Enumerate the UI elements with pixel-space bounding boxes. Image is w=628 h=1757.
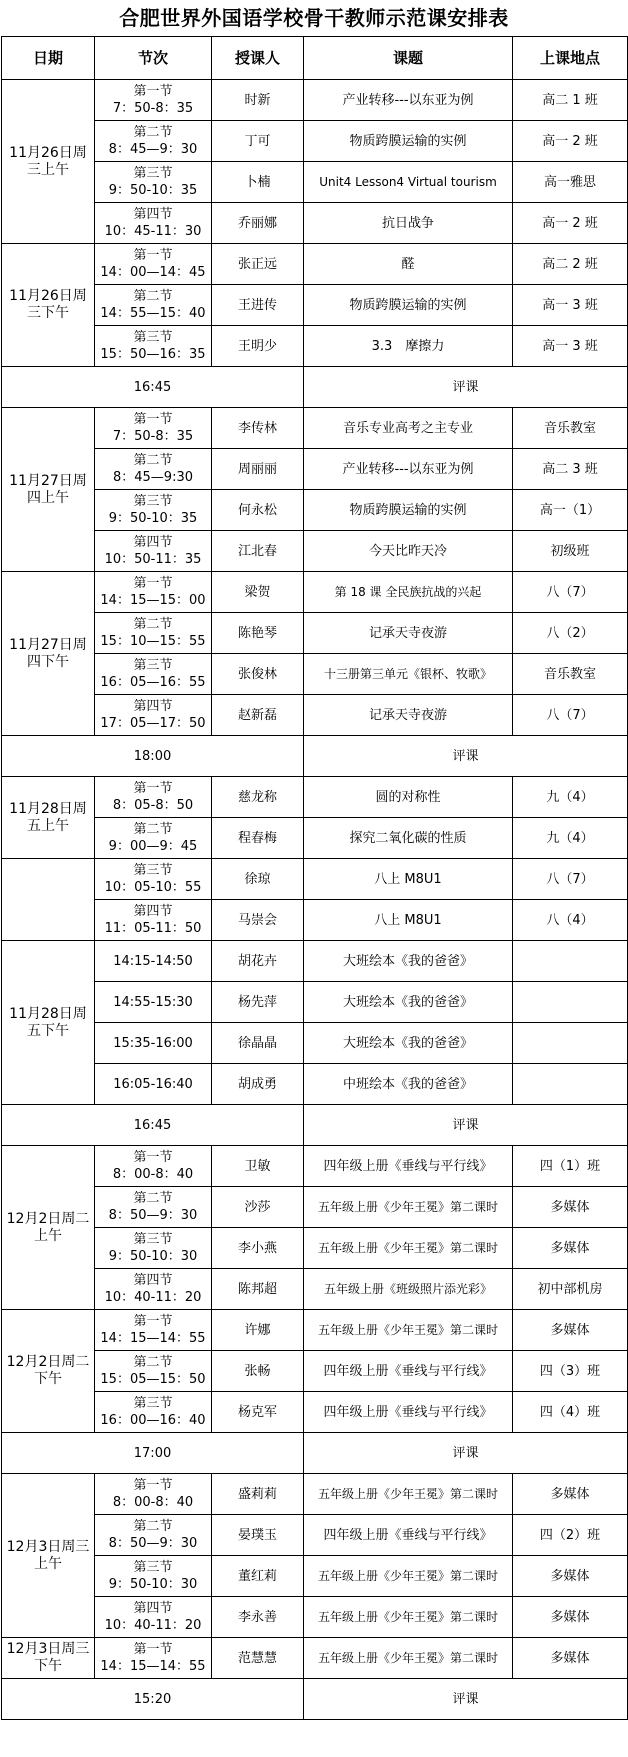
period-time: 10：50-11：35 <box>104 552 202 567</box>
period-time: 9：00—9：45 <box>108 839 198 854</box>
place-cell: 多媒体 <box>513 1310 628 1351</box>
place-cell: 四（2）班 <box>513 1515 628 1556</box>
table-row <box>2 859 628 900</box>
place-cell: 音乐教室 <box>513 408 628 449</box>
place-cell: 音乐教室 <box>513 654 628 695</box>
teacher-cell: 晏璞玉 <box>212 1515 304 1556</box>
date-cell: 12月3日周三上午 <box>2 1474 95 1638</box>
place-cell: 八（7） <box>513 695 628 736</box>
period-time: 15：05—15：50 <box>100 1372 206 1387</box>
period-label: 第二节 <box>133 822 173 837</box>
teacher-cell: 张畅 <box>212 1351 304 1392</box>
topic-cell: 四年级上册《垂线与平行线》 <box>304 1351 513 1392</box>
place-cell: 高一 2 班 <box>513 121 628 162</box>
period-label: 第四节 <box>133 535 173 550</box>
period-label: 第二节 <box>133 453 173 468</box>
period-time: 10：45-11：30 <box>104 224 202 239</box>
topic-cell: Unit4 Lesson4 Virtual tourism <box>304 162 513 203</box>
teacher-cell: 丁可 <box>212 121 304 162</box>
period-cell <box>95 1515 212 1556</box>
period-label: 第二节 <box>133 125 173 140</box>
period-time: 14：00—14：45 <box>100 265 206 280</box>
teacher-cell: 董红莉 <box>212 1556 304 1597</box>
review-time: 16:45 <box>2 367 304 408</box>
period-label: 第一节 <box>133 781 173 796</box>
teacher-cell: 王明少 <box>212 326 304 367</box>
period-label: 第三节 <box>133 863 173 878</box>
review-time: 17:00 <box>2 1433 304 1474</box>
period-time: 7：50-8：35 <box>112 429 194 444</box>
period-time: 14：15—14：55 <box>100 1331 206 1346</box>
table-row <box>2 1269 628 1310</box>
place-cell <box>513 941 628 982</box>
period-time: 10：40-11：20 <box>104 1290 202 1305</box>
period-time: 14:55-15:30 <box>113 994 193 1010</box>
period-time: 14:15-14:50 <box>113 953 193 969</box>
period-cell <box>95 1228 212 1269</box>
period-time: 11：05-11：50 <box>104 921 202 936</box>
teacher-cell: 盛莉莉 <box>212 1474 304 1515</box>
table-row <box>2 285 628 326</box>
period-time: 14：15—15：00 <box>100 593 206 608</box>
teacher-cell: 陈艳琴 <box>212 613 304 654</box>
topic-cell: 五年级上册《少年王冕》第二课时 <box>304 1187 513 1228</box>
period-time: 14：15—14：55 <box>100 1659 206 1674</box>
period-label: 第四节 <box>133 1273 173 1288</box>
table-row <box>2 1556 628 1597</box>
table-row <box>2 1064 628 1105</box>
period-time: 9：50-10：35 <box>108 183 198 198</box>
period-label: 第四节 <box>133 207 173 222</box>
teacher-cell: 胡成勇 <box>212 1064 304 1105</box>
date-cell: 11月26日周三下午 <box>2 244 95 367</box>
review-label: 评课 <box>304 1433 628 1474</box>
teacher-cell: 李小燕 <box>212 1228 304 1269</box>
topic-cell: 圆的对称性 <box>304 777 513 818</box>
topic-cell: 五年级上册《班级照片添光彩》 <box>304 1269 513 1310</box>
table-row <box>2 121 628 162</box>
period-cell <box>95 941 212 982</box>
header-teacher: 授课人 <box>212 37 304 80</box>
period-cell <box>95 285 212 326</box>
table-row <box>2 1392 628 1433</box>
topic-cell: 五年级上册《少年王冕》第二课时 <box>304 1556 513 1597</box>
period-time: 8：45—9：30 <box>108 142 198 157</box>
period-cell <box>95 1187 212 1228</box>
teacher-cell: 王进传 <box>212 285 304 326</box>
period-label: 第三节 <box>133 494 173 509</box>
period-time: 8：50—9：30 <box>108 1536 198 1551</box>
place-cell: 高二 1 班 <box>513 80 628 121</box>
period-time: 9：50-10：30 <box>108 1249 198 1264</box>
period-label: 第一节 <box>133 1642 173 1657</box>
place-cell: 四（1）班 <box>513 1146 628 1187</box>
period-cell <box>95 1392 212 1433</box>
period-cell <box>95 326 212 367</box>
topic-cell: 五年级上册《少年王冕》第二课时 <box>304 1228 513 1269</box>
table-row <box>2 613 628 654</box>
table-row <box>2 162 628 203</box>
teacher-cell: 杨克军 <box>212 1392 304 1433</box>
period-time: 15:35-16:00 <box>113 1035 193 1051</box>
header-period: 节次 <box>95 37 212 80</box>
period-cell <box>95 572 212 613</box>
place-cell: 九（4） <box>513 777 628 818</box>
period-time: 8：00-8：40 <box>112 1495 194 1510</box>
table-row <box>2 941 628 982</box>
topic-cell: 探究二氧化碳的性质 <box>304 818 513 859</box>
period-cell <box>95 654 212 695</box>
period-time: 15：50—16：35 <box>100 347 206 362</box>
period-time: 17：05—17：50 <box>100 716 206 731</box>
teacher-cell: 张俊林 <box>212 654 304 695</box>
period-label: 第三节 <box>133 658 173 673</box>
period-cell <box>95 613 212 654</box>
period-cell <box>95 449 212 490</box>
period-time: 16：05—16：55 <box>100 675 206 690</box>
header-place: 上课地点 <box>513 37 628 80</box>
period-label: 第三节 <box>133 1560 173 1575</box>
place-cell: 四（4）班 <box>513 1392 628 1433</box>
place-cell: 多媒体 <box>513 1638 628 1679</box>
period-label: 第三节 <box>133 1232 173 1247</box>
topic-cell: 醛 <box>304 244 513 285</box>
period-time: 16：00—16：40 <box>100 1413 206 1428</box>
place-cell: 多媒体 <box>513 1597 628 1638</box>
period-label: 第三节 <box>133 166 173 181</box>
table-row <box>2 1638 628 1679</box>
topic-cell: 四年级上册《垂线与平行线》 <box>304 1146 513 1187</box>
period-time: 10：40-11：20 <box>104 1618 202 1633</box>
period-cell <box>95 1064 212 1105</box>
place-cell: 多媒体 <box>513 1556 628 1597</box>
review-row <box>2 1433 628 1474</box>
teacher-cell: 马崇会 <box>212 900 304 941</box>
place-cell: 高一 2 班 <box>513 203 628 244</box>
teacher-cell: 江北春 <box>212 531 304 572</box>
topic-cell: 物质跨膜运输的实例 <box>304 285 513 326</box>
period-time: 7：50-8：35 <box>112 101 194 116</box>
table-row <box>2 244 628 285</box>
table-row <box>2 1146 628 1187</box>
period-cell <box>95 695 212 736</box>
topic-cell: 四年级上册《垂线与平行线》 <box>304 1392 513 1433</box>
topic-cell: 大班绘本《我的爸爸》 <box>304 1023 513 1064</box>
place-cell: 八（7） <box>513 572 628 613</box>
review-label: 评课 <box>304 367 628 408</box>
period-label: 第二节 <box>133 1191 173 1206</box>
teacher-cell: 乔丽娜 <box>212 203 304 244</box>
schedule-table <box>1 36 628 1720</box>
place-cell <box>513 1064 628 1105</box>
period-label: 第二节 <box>133 1355 173 1370</box>
review-row <box>2 1679 628 1720</box>
table-row <box>2 1228 628 1269</box>
period-cell <box>95 1351 212 1392</box>
teacher-cell: 卫敏 <box>212 1146 304 1187</box>
table-row <box>2 1351 628 1392</box>
place-cell: 八（4） <box>513 900 628 941</box>
period-label: 第二节 <box>133 617 173 632</box>
table-row <box>2 900 628 941</box>
date-cell: 11月27日周四下午 <box>2 572 95 736</box>
period-cell <box>95 244 212 285</box>
period-cell <box>95 1556 212 1597</box>
period-time: 10：05-10：55 <box>104 880 202 895</box>
topic-cell: 五年级上册《少年王冕》第二课时 <box>304 1474 513 1515</box>
place-cell: 高二 3 班 <box>513 449 628 490</box>
table-row <box>2 531 628 572</box>
review-label: 评课 <box>304 736 628 777</box>
teacher-cell: 赵新磊 <box>212 695 304 736</box>
period-time: 9：50-10：30 <box>108 1577 198 1592</box>
review-label: 评课 <box>304 1105 628 1146</box>
topic-cell: 产业转移---以东亚为例 <box>304 449 513 490</box>
place-cell: 高一 3 班 <box>513 285 628 326</box>
teacher-cell: 周丽丽 <box>212 449 304 490</box>
period-cell <box>95 777 212 818</box>
period-time: 8：05-8：50 <box>112 798 194 813</box>
topic-cell: 物质跨膜运输的实例 <box>304 121 513 162</box>
table-row <box>2 1474 628 1515</box>
place-cell: 四（3）班 <box>513 1351 628 1392</box>
table-row <box>2 572 628 613</box>
period-time: 8：50—9：30 <box>108 1208 198 1223</box>
period-cell <box>95 531 212 572</box>
topic-cell: 大班绘本《我的爸爸》 <box>304 941 513 982</box>
period-time: 8：45—9:30 <box>112 470 193 485</box>
place-cell <box>513 982 628 1023</box>
teacher-cell: 程春梅 <box>212 818 304 859</box>
period-cell <box>95 490 212 531</box>
period-label: 第一节 <box>133 1478 173 1493</box>
header-row <box>2 37 628 80</box>
place-cell: 初中部机房 <box>513 1269 628 1310</box>
period-cell <box>95 408 212 449</box>
place-cell: 多媒体 <box>513 1187 628 1228</box>
date-cell: 12月3日周三下午 <box>2 1638 95 1679</box>
period-label: 第一节 <box>133 1150 173 1165</box>
period-time: 9：50-10：35 <box>108 511 198 526</box>
teacher-cell: 梁贺 <box>212 572 304 613</box>
topic-cell: 记承天寺夜游 <box>304 695 513 736</box>
date-cell: 11月28日周五下午 <box>2 941 95 1105</box>
topic-cell: 音乐专业高考之主专业 <box>304 408 513 449</box>
page-title: 合肥世界外国语学校骨干教师示范课安排表 <box>119 6 509 30</box>
period-cell <box>95 162 212 203</box>
place-cell: 多媒体 <box>513 1228 628 1269</box>
review-row <box>2 1105 628 1146</box>
header-date: 日期 <box>2 37 95 80</box>
teacher-cell: 范慧慧 <box>212 1638 304 1679</box>
period-cell <box>95 1638 212 1679</box>
period-cell <box>95 1269 212 1310</box>
review-time: 16:45 <box>2 1105 304 1146</box>
period-cell <box>95 1310 212 1351</box>
topic-cell: 五年级上册《少年王冕》第二课时 <box>304 1638 513 1679</box>
table-row <box>2 1515 628 1556</box>
period-cell <box>95 859 212 900</box>
period-label: 第二节 <box>133 1519 173 1534</box>
topic-cell: 第 18 课 全民族抗战的兴起 <box>304 572 513 613</box>
review-time: 15:20 <box>2 1679 304 1720</box>
period-cell <box>95 982 212 1023</box>
date-cell <box>2 859 95 941</box>
period-label: 第四节 <box>133 904 173 919</box>
teacher-cell: 沙莎 <box>212 1187 304 1228</box>
schedule-body <box>2 80 628 1720</box>
header-topic: 课题 <box>304 37 513 80</box>
teacher-cell: 徐琼 <box>212 859 304 900</box>
period-time: 16:05-16:40 <box>113 1076 193 1092</box>
place-cell: 高一雅思 <box>513 162 628 203</box>
teacher-cell: 李传林 <box>212 408 304 449</box>
period-cell <box>95 900 212 941</box>
topic-cell: 八上 M8U1 <box>304 859 513 900</box>
review-time: 18:00 <box>2 736 304 777</box>
review-row <box>2 736 628 777</box>
place-cell: 八（2） <box>513 613 628 654</box>
place-cell: 高一（1） <box>513 490 628 531</box>
period-label: 第一节 <box>133 248 173 263</box>
teacher-cell: 张正远 <box>212 244 304 285</box>
period-cell <box>95 818 212 859</box>
date-cell: 11月27日周四上午 <box>2 408 95 572</box>
topic-cell: 中班绘本《我的爸爸》 <box>304 1064 513 1105</box>
topic-cell: 抗日战争 <box>304 203 513 244</box>
teacher-cell: 徐晶晶 <box>212 1023 304 1064</box>
date-cell: 12月2日周二下午 <box>2 1310 95 1433</box>
table-row <box>2 982 628 1023</box>
teacher-cell: 李永善 <box>212 1597 304 1638</box>
table-row <box>2 695 628 736</box>
table-row <box>2 1597 628 1638</box>
review-row <box>2 367 628 408</box>
topic-cell: 十三册第三单元《银杯、牧歌》 <box>304 654 513 695</box>
period-cell <box>95 1023 212 1064</box>
table-row <box>2 326 628 367</box>
topic-cell: 记承天寺夜游 <box>304 613 513 654</box>
table-row <box>2 490 628 531</box>
topic-cell: 五年级上册《少年王冕》第二课时 <box>304 1310 513 1351</box>
period-cell <box>95 1597 212 1638</box>
place-cell: 多媒体 <box>513 1474 628 1515</box>
topic-cell: 四年级上册《垂线与平行线》 <box>304 1515 513 1556</box>
teacher-cell: 慈龙称 <box>212 777 304 818</box>
teacher-cell: 许娜 <box>212 1310 304 1351</box>
place-cell: 高一 3 班 <box>513 326 628 367</box>
period-time: 14：55—15：40 <box>100 306 206 321</box>
period-label: 第一节 <box>133 576 173 591</box>
period-label: 第一节 <box>133 1314 173 1329</box>
date-cell: 11月28日周五上午 <box>2 777 95 859</box>
period-label: 第四节 <box>133 1601 173 1616</box>
period-label: 第一节 <box>133 412 173 427</box>
place-cell: 初级班 <box>513 531 628 572</box>
table-row <box>2 1187 628 1228</box>
teacher-cell: 杨先萍 <box>212 982 304 1023</box>
table-row <box>2 80 628 121</box>
table-row <box>2 818 628 859</box>
period-label: 第三节 <box>133 330 173 345</box>
place-cell: 八（7） <box>513 859 628 900</box>
place-cell <box>513 1023 628 1064</box>
period-cell <box>95 1474 212 1515</box>
teacher-cell: 卜楠 <box>212 162 304 203</box>
period-label: 第一节 <box>133 84 173 99</box>
topic-cell: 3.3 摩擦力 <box>304 326 513 367</box>
table-row <box>2 203 628 244</box>
period-cell <box>95 203 212 244</box>
teacher-cell: 陈邦超 <box>212 1269 304 1310</box>
topic-cell: 今天比昨天冷 <box>304 531 513 572</box>
topic-cell: 八上 M8U1 <box>304 900 513 941</box>
period-cell <box>95 80 212 121</box>
period-time: 15：10—15：55 <box>100 634 206 649</box>
period-label: 第四节 <box>133 699 173 714</box>
table-row <box>2 1310 628 1351</box>
period-cell <box>95 121 212 162</box>
table-row <box>2 449 628 490</box>
period-time: 8：00-8：40 <box>112 1167 194 1182</box>
table-row <box>2 408 628 449</box>
place-cell: 高二 2 班 <box>513 244 628 285</box>
review-label: 评课 <box>304 1679 628 1720</box>
teacher-cell: 时新 <box>212 80 304 121</box>
topic-cell: 五年级上册《少年王冕》第二课时 <box>304 1597 513 1638</box>
period-cell <box>95 1146 212 1187</box>
topic-cell: 物质跨膜运输的实例 <box>304 490 513 531</box>
topic-cell: 产业转移---以东亚为例 <box>304 80 513 121</box>
teacher-cell: 胡花卉 <box>212 941 304 982</box>
period-label: 第三节 <box>133 1396 173 1411</box>
table-row <box>2 1023 628 1064</box>
table-row <box>2 777 628 818</box>
teacher-cell: 何永松 <box>212 490 304 531</box>
date-cell: 11月26日周三上午 <box>2 80 95 244</box>
table-row <box>2 654 628 695</box>
place-cell: 九（4） <box>513 818 628 859</box>
topic-cell: 大班绘本《我的爸爸》 <box>304 982 513 1023</box>
period-label: 第二节 <box>133 289 173 304</box>
date-cell: 12月2日周二上午 <box>2 1146 95 1310</box>
